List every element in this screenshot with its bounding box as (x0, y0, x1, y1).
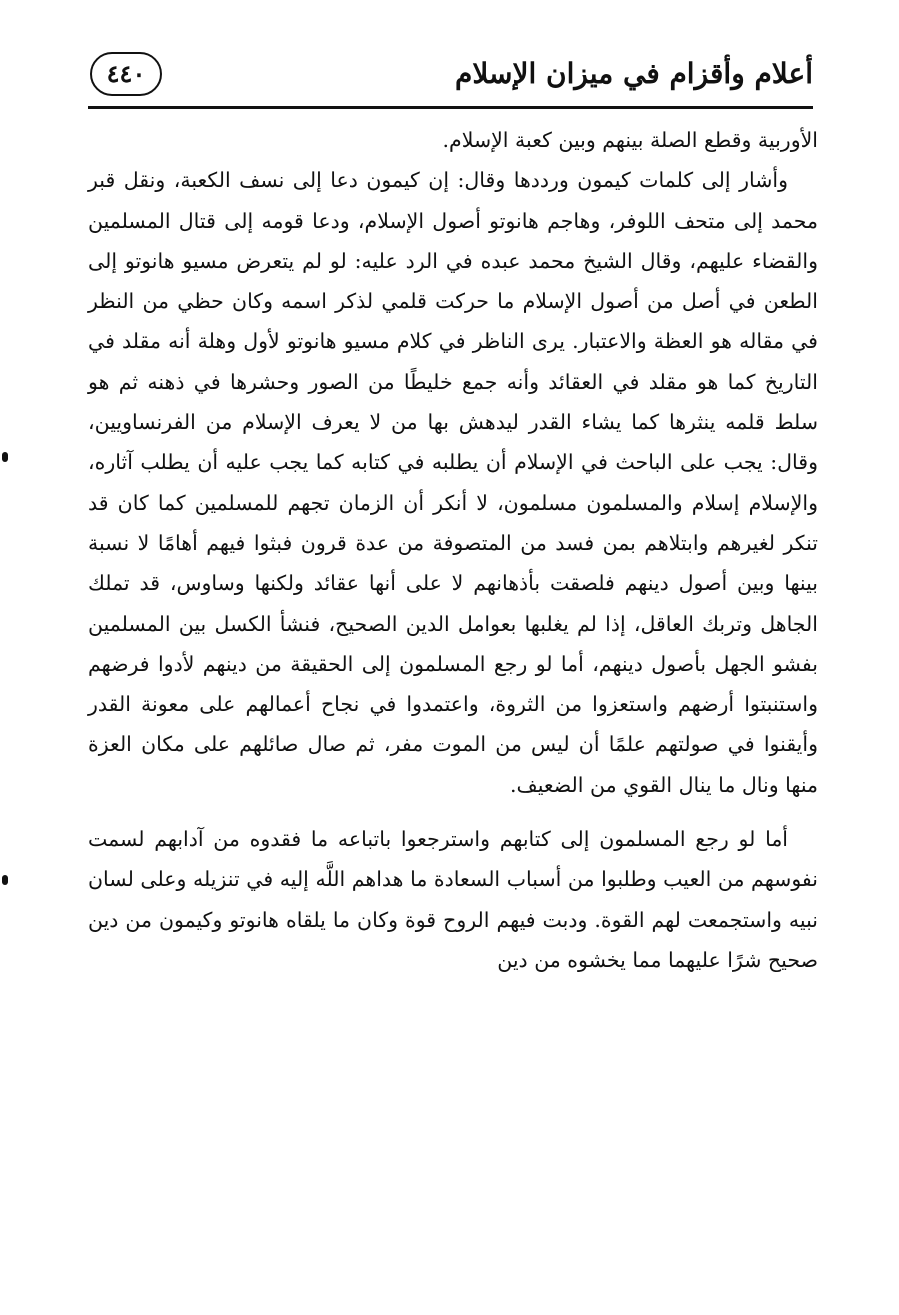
scan-speck (2, 452, 8, 462)
page-number: ٤٤٠ (90, 52, 162, 96)
body-text (88, 120, 818, 980)
paragraph-return-to-book: أما لو رجع المسلمون إلى كتابهم واسترجعوا باتباعه ما فقدوه من آدابهم لسمت نفوسهم من العيب وطلبوا من أسباب السعادة ما هداهم اللَّه إليه في تنزيله وعلى لسان نبيه واستجمعت لهم القوة. ودبت فيهم الروح قوة وكان ما يلقاه هانوتو وكيمون من دين صحيح شرًا عليهما مما يخشوه من دين (88, 827, 818, 972)
scan-speck (2, 875, 8, 885)
header-rule (88, 106, 813, 109)
page-header (88, 48, 813, 110)
paragraph-continuation: الأوربية وقطع الصلة بينهم وبين كعبة الإسلام. (442, 128, 818, 152)
running-title: أعلام وأقزام في ميزان الإسلام (455, 57, 813, 90)
paragraph-kimon-hanotaux: وأشار إلى كلمات كيمون ورددها وقال: إن كيمون دعا إلى نسف الكعبة، ونقل قبر محمد إلى متحف اللوفر، وهاجم هانوتو أصول الإسلام، ودعا قومه إلى قتال المسلمين والقضاء عليهم، وقال الشيخ محمد عبده في الرد عليه: لو لم يتعرض مسيو هانوتو إلى الطعن في أصل من أصول الإسلام ما حركت قلمي لذكر اسمه وكان حظي من النظر في مقاله هو العظة والاعتبار. يرى الناظر في كلام مسيو هانوتو لأول وهلة أنه مقلد في التاريخ كما هو مقلد في العقائد وأنه جمع خليطًا من الصور وحشرها في ذهنه ثم هو سلط قلمه ينثرها كما يشاء القدر ليدهش بها من لا يعرف الإسلام من الفرنساويين، وقال: يجب على الباحث في الإسلام أن يطلبه في كتابه كما يجب عليه أن يطلب آثاره، والإسلام إسلام والمسلمون مسلمون، لا أنكر أن الزمان تجهم للمسلمين كما كان قد تنكر لغيرهم وابتلاهم بمن فسد من المتصوفة من عدة قرون فبثوا فيهم أهامًا لا نسبة بينها وبين أصول دينهم فلصقت بأذهانهم لا على أنها عقائد ولكنها وساوس، قد تملك الجاهل وتربك العاقل، إذا لم يغلبها بعوامل الدين الصحيح، فنشأ الكسل بين المسلمين بفشو الجهل بأصول دينهم، أما لو رجع المسلمون إلى الحقيقة من دينهم لأدوا فرضهم واستنبتوا أرضهم واستعزوا من الثروة، واعتمدوا في نجاح أعمالهم على معونة القدر وأيقنوا في صولتهم علمًا أن ليس من الموت مفر، ثم صال صائلهم على مكان العزة منها ونال ما ينال القوي من الضعيف. (88, 168, 818, 797)
